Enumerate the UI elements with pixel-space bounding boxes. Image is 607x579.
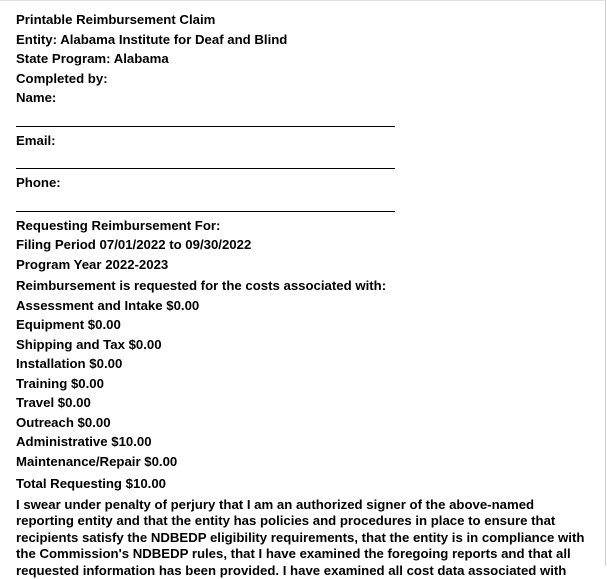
certification-statement [16, 497, 596, 579]
certification-line: reporting entity and that the entity has policies and procedures in place to ensure that [16, 513, 596, 530]
entity-line: Entity: Alabama Institute for Deaf and Blind [16, 30, 598, 50]
filing-period: Filing Period 07/01/2022 to 09/30/2022 [16, 235, 598, 255]
cost-item: Administrative $10.00 [16, 432, 598, 452]
phone-label: Phone: [16, 173, 598, 193]
request-heading: Requesting Reimbursement For: [16, 216, 598, 236]
cost-item: Maintenance/Repair $0.00 [16, 452, 598, 472]
cost-item: Outreach $0.00 [16, 413, 598, 433]
cost-item: Equipment $0.00 [16, 315, 598, 335]
certification-line: recipients satisfy the NDBEDP eligibility requirements, that the entity is in compliance with [16, 530, 596, 547]
state-program-line: State Program: Alabama [16, 49, 598, 69]
program-year: Program Year 2022-2023 [16, 255, 598, 275]
cost-item: Shipping and Tax $0.00 [16, 335, 598, 355]
name-label: Name: [16, 88, 598, 108]
certification-line: the Commission's NDBEDP rules, that I have examined the foregoing reports and that all [16, 546, 596, 563]
cost-item: Installation $0.00 [16, 354, 598, 374]
claim-title: Printable Reimbursement Claim [16, 10, 598, 30]
claim-form [16, 10, 598, 579]
cost-item: Training $0.00 [16, 374, 598, 394]
cost-item: Travel $0.00 [16, 393, 598, 413]
total-requesting: Total Requesting $10.00 [16, 474, 598, 494]
completed-by-label: Completed by: [16, 69, 598, 89]
certification-line: requested information has been provided. I have examined all cost data associated with [16, 563, 596, 579]
certification-line: I swear under penalty of perjury that I am an authorized signer of the above-named [16, 497, 596, 514]
email-label: Email: [16, 131, 598, 151]
cost-item: Assessment and Intake $0.00 [16, 296, 598, 316]
costs-intro: Reimbursement is requested for the costs associated with: [16, 276, 598, 296]
